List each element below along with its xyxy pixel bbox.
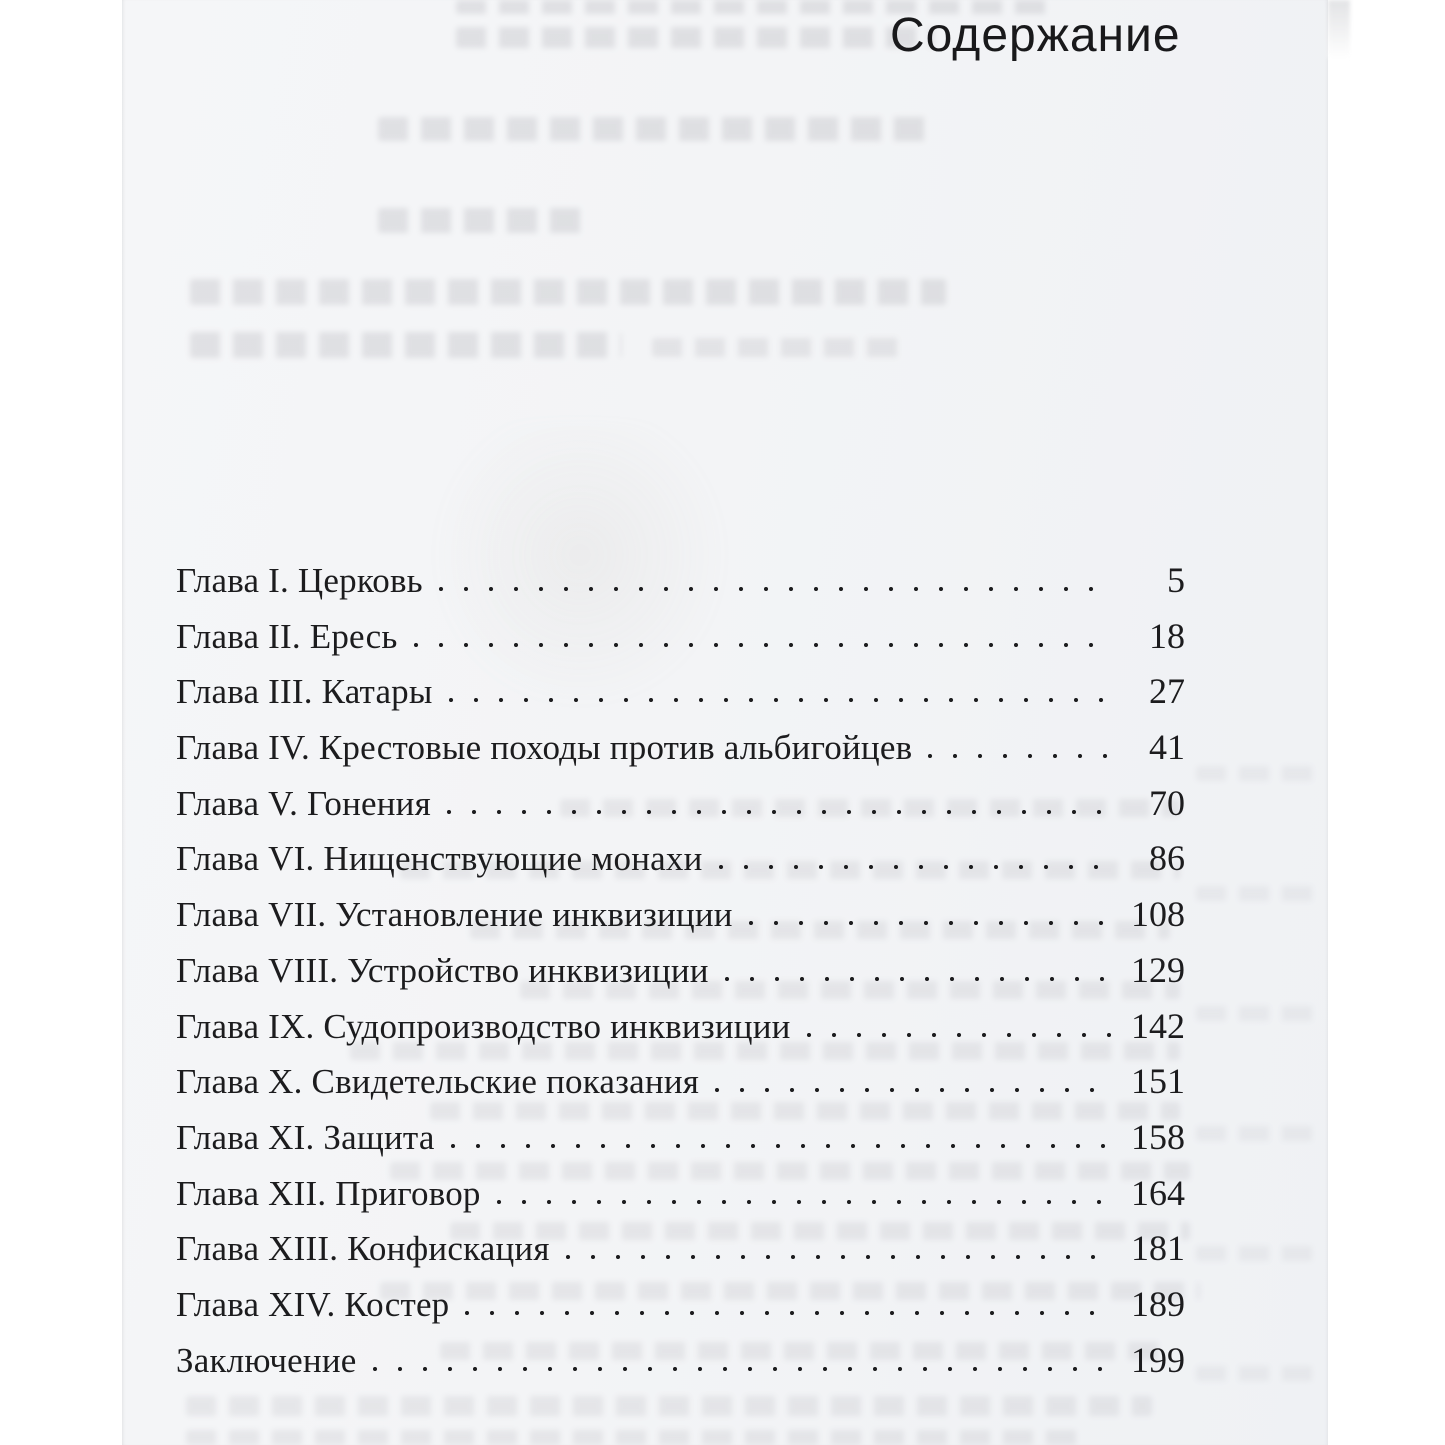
toc-entry-label: Глава V. Гонения: [176, 783, 431, 823]
ghost-text-line: [186, 1396, 1152, 1416]
toc-entry-label: Глава VIII. Устройство инквизиции: [176, 950, 709, 990]
dot-leader: [749, 921, 1111, 925]
dot-leader: [465, 1311, 1111, 1315]
toc-entry-label: Глава VII. Установление инквизиции: [176, 895, 733, 935]
toc-entry-label: Глава XII. Приговор: [176, 1173, 481, 1213]
toc-list: [176, 559, 1185, 1394]
adjacent-page-edge: [1328, 0, 1350, 58]
dot-leader: [719, 865, 1111, 869]
ghost-text-line: [190, 332, 622, 358]
toc-entry-label: Глава IV. Крестовые походы против альбигойцев: [176, 728, 913, 768]
toc-entry: [176, 949, 1185, 1005]
ghost-text-line: [1196, 1126, 1316, 1141]
toc-entry-page-number: 189: [1131, 1283, 1185, 1324]
toc-entry: [176, 837, 1185, 893]
ghost-text-line: [456, 27, 934, 48]
toc-entry: [176, 1172, 1185, 1228]
toc-entry: [176, 726, 1185, 782]
toc-entry-page-number: 18: [1149, 615, 1185, 656]
toc-entry-page-number: 164: [1131, 1172, 1185, 1213]
toc-entry: [176, 559, 1185, 615]
dot-leader: [928, 754, 1111, 758]
toc-entry-page-number: 129: [1131, 949, 1185, 990]
toc-entry-page-number: 41: [1149, 727, 1185, 768]
ghost-text-line: [1196, 1366, 1316, 1381]
toc-entry-page-number: 151: [1131, 1061, 1185, 1102]
ghost-text-line: [186, 1430, 1086, 1445]
dot-leader: [715, 1088, 1111, 1092]
ghost-text-line: [190, 279, 946, 305]
ghost-text-line: [1196, 1246, 1316, 1261]
toc-entry: [176, 1227, 1185, 1283]
ghost-text-line: [1196, 886, 1316, 901]
dot-leader: [373, 1367, 1112, 1371]
toc-entry: [176, 893, 1185, 949]
toc-entry-page-number: 27: [1149, 671, 1185, 712]
toc-entry: [176, 782, 1185, 838]
toc-entry-label: Глава XI. Защита: [176, 1117, 435, 1157]
toc-entry-page-number: 142: [1131, 1005, 1185, 1046]
page-title: Содержание: [890, 9, 1181, 62]
toc-entry-page-number: 5: [1167, 560, 1185, 600]
dot-leader: [566, 1255, 1111, 1259]
toc-entry-label: Глава VI. Нищенствующие монахи: [176, 839, 703, 879]
dot-leader: [497, 1200, 1111, 1204]
dot-leader: [451, 1144, 1111, 1148]
toc-entry: [176, 670, 1185, 726]
dot-leader: [447, 810, 1111, 814]
toc-entry-label: Глава XIII. Конфискация: [176, 1229, 550, 1269]
dot-leader: [439, 587, 1111, 591]
toc-entry: [176, 1005, 1185, 1061]
toc-entry-label: Глава X. Свидетельские показания: [176, 1062, 700, 1102]
ghost-text-line: [378, 208, 590, 233]
toc-entry-label: Глава I. Церковь: [176, 561, 423, 600]
dot-leader: [725, 977, 1111, 981]
toc-entry: [176, 615, 1185, 671]
toc-entry-label: Глава II. Ересь: [176, 616, 398, 656]
toc-entry: [176, 1339, 1185, 1395]
dot-leader: [414, 643, 1111, 647]
toc-entry-page-number: 199: [1131, 1339, 1185, 1380]
toc-entry-page-number: 108: [1131, 894, 1185, 935]
dot-leader: [449, 698, 1111, 702]
ghost-text-line: [1196, 1006, 1316, 1021]
toc-entry: [176, 1283, 1185, 1339]
ghost-text-line: [652, 338, 898, 357]
dot-leader: [807, 1033, 1111, 1037]
toc-entry-page-number: 181: [1131, 1228, 1185, 1269]
toc-entry-label: Глава III. Катары: [176, 672, 433, 712]
toc-entry-page-number: 86: [1149, 838, 1185, 879]
ghost-text-line: [1196, 766, 1316, 781]
toc-entry: [176, 1060, 1185, 1116]
toc-entry-label: Заключение: [176, 1340, 357, 1380]
toc-entry-page-number: 158: [1131, 1116, 1185, 1157]
toc-entry-label: Глава XIV. Костер: [176, 1284, 450, 1324]
toc-entry-label: Глава IX. Судопроизводство инквизиции: [176, 1006, 791, 1046]
toc-entry-page-number: 70: [1149, 782, 1185, 823]
ghost-text-line: [378, 117, 934, 141]
toc-entry: [176, 1116, 1185, 1172]
